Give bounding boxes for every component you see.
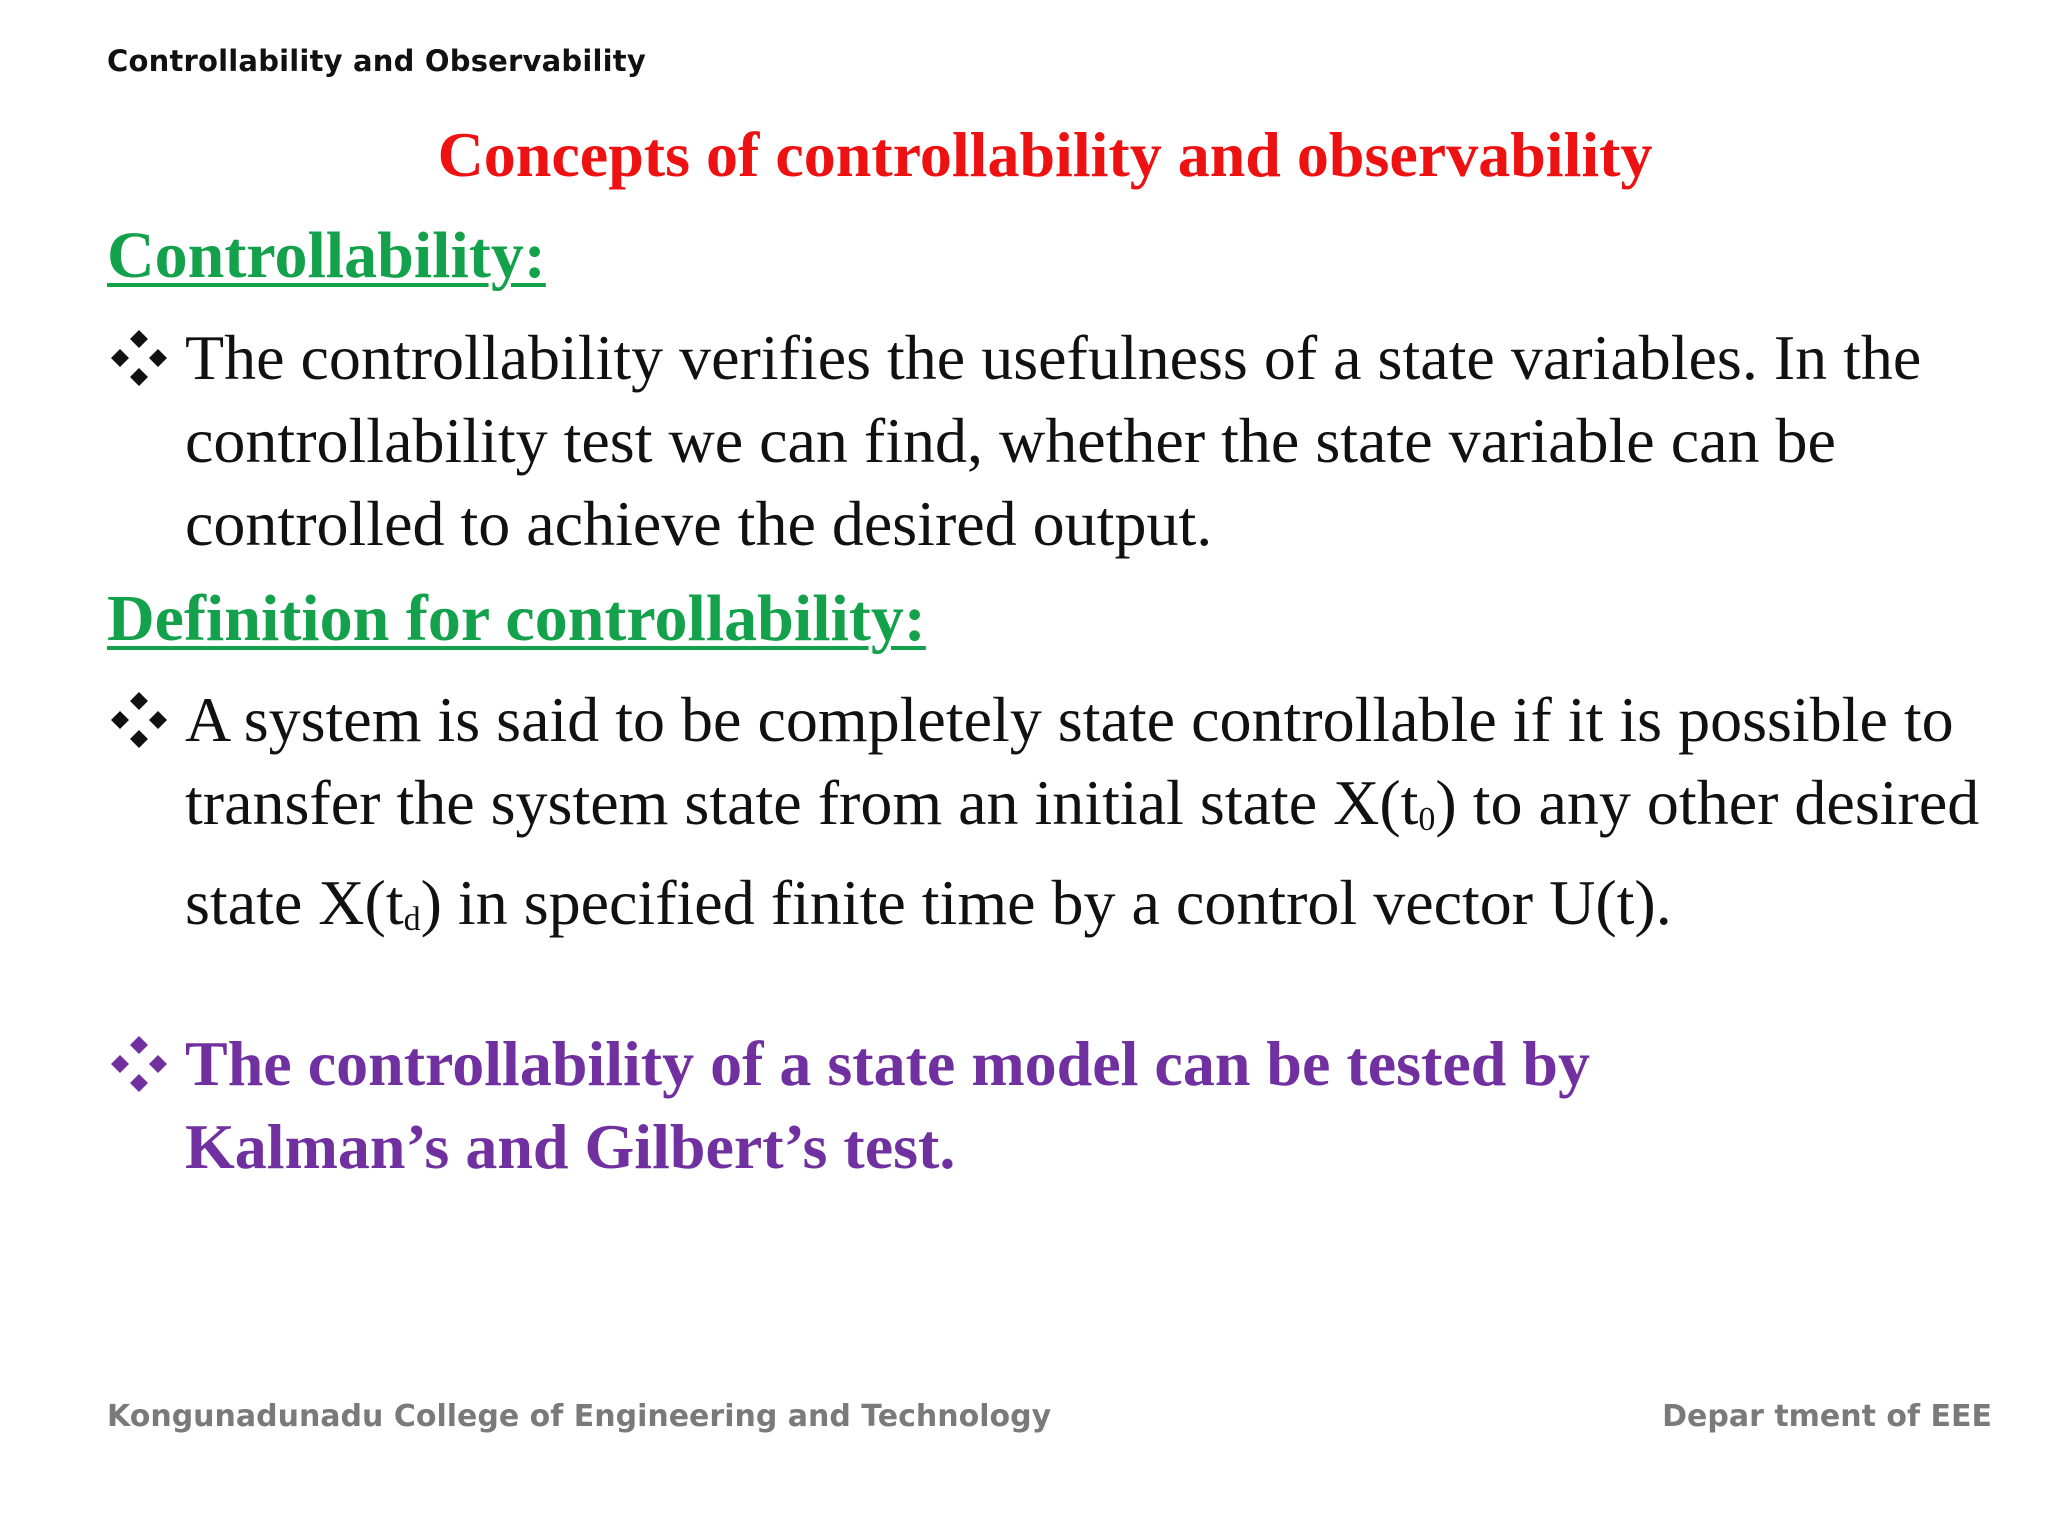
diamond-cluster-icon <box>107 326 171 390</box>
bullet-controllability-definition <box>107 678 1987 961</box>
bullet-text <box>185 678 1987 961</box>
bullet-test-methods <box>107 1022 1987 1188</box>
section-heading-controllability: Controllability: <box>107 219 546 292</box>
definition-text-part3: ) in specified finite time by a control vector U(t). <box>420 867 1672 938</box>
bullet-text: The controllability of a state model can be tested by Kalman’s and Gilbert’s test. <box>185 1028 1590 1182</box>
diamond-cluster-icon <box>107 688 171 752</box>
slide-title: Concepts of controllability and observability <box>437 119 1653 190</box>
header-title: Controllability and Observability <box>107 44 646 78</box>
definition-text-part2: ) to any other desired state X(t <box>185 767 1980 938</box>
section-heading-definition: Definition for controllability: <box>107 582 926 655</box>
bullet-controllability-description <box>107 316 1987 565</box>
bullet-text: The controllability verifies the usefulness of a state variables. In the controllability test we can find, whether the state variable can be controlled to achieve the desired output. <box>185 322 1922 559</box>
footer-institution: Kongunadunadu College of Engineering and Technology <box>107 1399 1052 1434</box>
footer-department: Depar tment of EEE <box>1662 1399 1992 1434</box>
subscript-initial: 0 <box>1418 801 1436 838</box>
diamond-cluster-icon <box>107 1032 171 1096</box>
subscript-desired: d <box>403 901 421 938</box>
definition-text-part1: A system is said to be completely state controllable if it is possible to transfer the system state from an initial state X(t <box>185 684 1954 838</box>
